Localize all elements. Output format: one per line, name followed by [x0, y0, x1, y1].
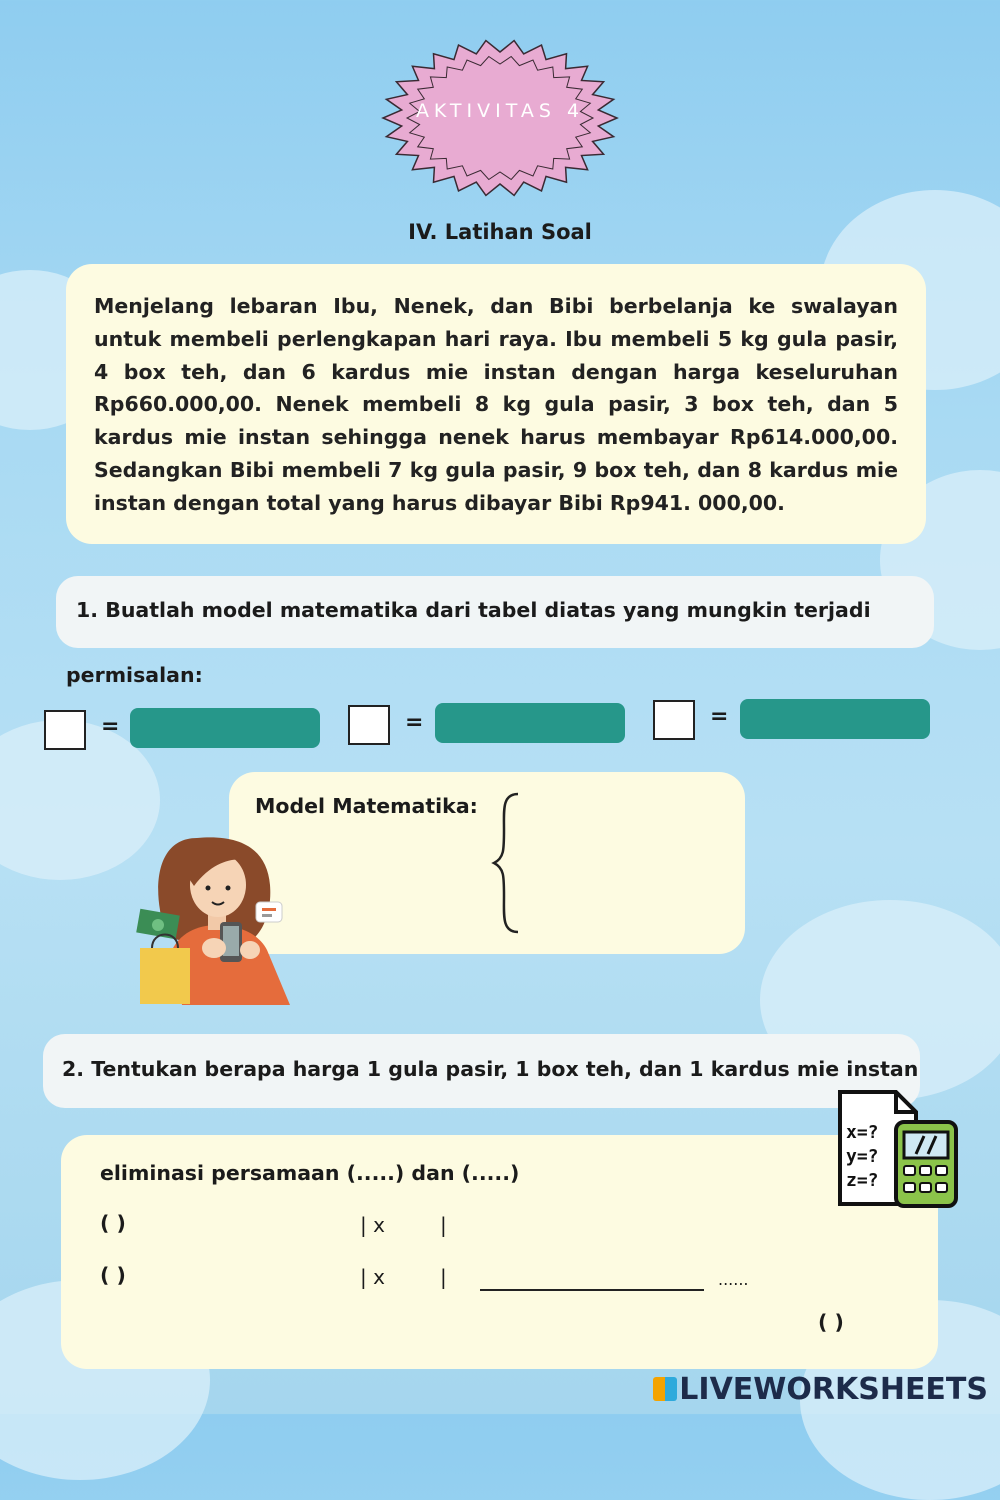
- variable-box-2[interactable]: [348, 705, 390, 745]
- separator-bar: |: [440, 1265, 447, 1289]
- story-text: Menjelang lebaran Ibu, Nenek, dan Bibi berbelanja ke swalayan untuk membeli perlengkapan hari raya. Ibu membeli 5 kg gula pasir, 4 box teh, dan 6 kardus mie instan dengan harga keseluruhan Rp660.000,00. Nenek membeli 8 kg gula pasir, 3 box teh, dan 5 kardus mie instan sehingga nenek harus membayar Rp614.000,00. Sedangkan Bibi membeli 7 kg gula pasir, 9 box teh, dan 8 kardus mie instan dengan total yang harus dibayar Bibi Rp941. 000,00.: [94, 294, 898, 515]
- equation-number-2[interactable]: ( ): [100, 1263, 126, 1287]
- badge-title: AKTIVITAS 4: [415, 100, 585, 122]
- story-card: [66, 264, 926, 544]
- equation-number-1[interactable]: ( ): [100, 1211, 126, 1235]
- liveworksheets-logo-icon: [653, 1377, 677, 1401]
- calculator-icon: [836, 1088, 960, 1210]
- separator-bar: |: [440, 1213, 447, 1237]
- answer-field-3[interactable]: [740, 699, 930, 739]
- multiplier-2[interactable]: | x: [360, 1265, 385, 1289]
- variable-box-1[interactable]: [44, 710, 86, 750]
- svg-text:x=?: x=?: [846, 1122, 879, 1143]
- answer-field-2[interactable]: [435, 703, 625, 743]
- liveworksheets-logo: LIVEWORKSHEETS: [653, 1372, 988, 1407]
- svg-text:y=?: y=?: [846, 1146, 879, 1167]
- multiplier-1[interactable]: | x: [360, 1213, 385, 1237]
- title-badge: [380, 38, 620, 198]
- curly-brace-icon: [490, 790, 530, 936]
- variable-box-3[interactable]: [653, 700, 695, 740]
- model-input[interactable]: [530, 800, 730, 930]
- subtraction-line: [480, 1289, 704, 1291]
- permisalan-label: permisalan:: [66, 663, 203, 687]
- dots: ......: [718, 1270, 749, 1289]
- equals-sign: =: [101, 714, 120, 739]
- section-title: IV. Latihan Soal: [408, 220, 592, 244]
- equals-sign: =: [710, 704, 729, 729]
- question-1-text: 1. Buatlah model matematika dari tabel diatas yang mungkin terjadi: [76, 598, 871, 622]
- answer-field-1[interactable]: [130, 708, 320, 748]
- equals-sign: =: [405, 710, 424, 735]
- question-2-text: 2. Tentukan berapa harga 1 gula pasir, 1 box teh, dan 1 kardus mie instan: [62, 1057, 919, 1081]
- shopping-girl-illustration: [132, 830, 297, 1005]
- svg-text:z=?: z=?: [846, 1170, 879, 1191]
- elimination-label: eliminasi persamaan (.....) dan (.....): [100, 1161, 520, 1185]
- result-equation-number[interactable]: ( ): [818, 1310, 844, 1334]
- model-label: Model Matematika:: [255, 794, 478, 818]
